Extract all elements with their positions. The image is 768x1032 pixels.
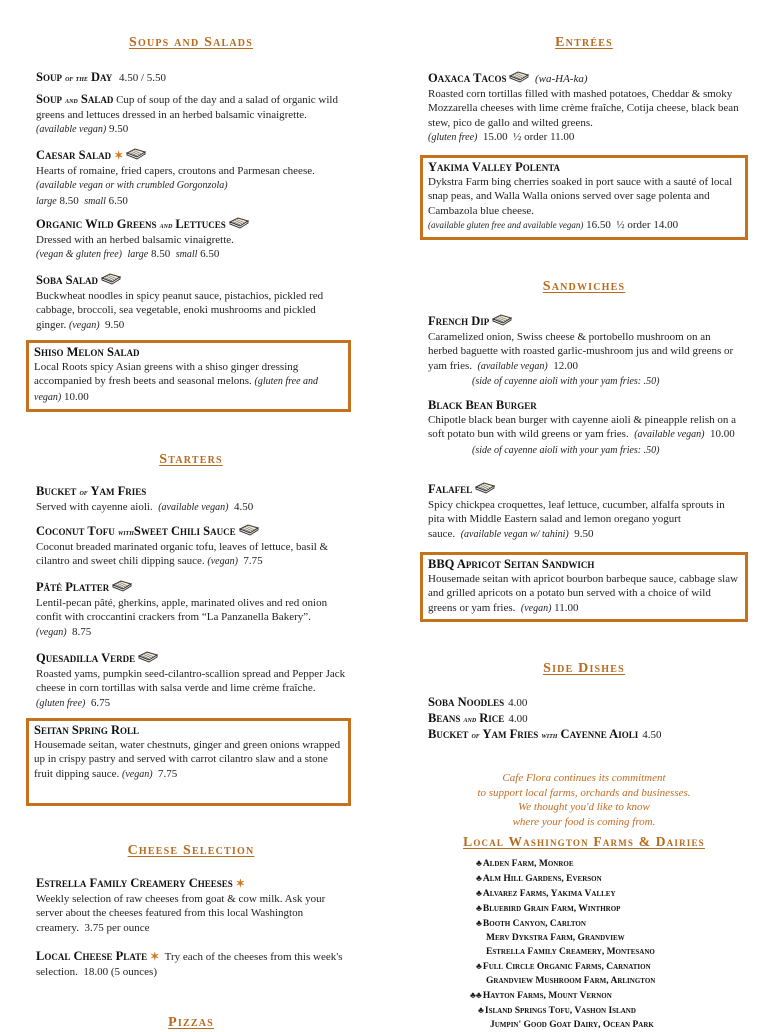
menu-item-organic-wild-greens: Organic Wild Greens and Lettuces Dressed with an herbed balsamic vinaigrette. (vegan & gluten free) large 8.50 small 6.50 bbox=[36, 217, 346, 263]
book-icon bbox=[492, 314, 512, 326]
menu-item-local-cheese-plate: Local Cheese Plate ✶ Try each of the cheeses from this week's selection. 18.00 (5 ounces) bbox=[36, 949, 343, 978]
star-icon: ✶ bbox=[114, 150, 124, 162]
star-icon: ✶ bbox=[150, 951, 160, 963]
menu-item-soup-and-salad: Soup and Salad Cup of soup of the day and a salad of organic wild greens and lettuces dressed in an herbed balsamic vinaigrette. (available vegan) 9.50 bbox=[36, 92, 338, 135]
section-title-cheese-selection: Cheese Selection bbox=[127, 843, 255, 858]
clover-icon: ♣ bbox=[476, 961, 482, 971]
menu-item-black-bean-burger: Black Bean Burger Chipotle black bean burger with cayenne aioli & pineapple relish on a soft potato bun with wild greens or yam fries. (available vegan) 10.00 (side of cayenne aioli with your yam fries: .50) bbox=[428, 398, 737, 456]
menu-item-soup-of-the-day: Soup of the Day 4.50 / 5.50 bbox=[36, 70, 167, 84]
commitment-note: Cafe Flora continues its commitment to support local farms, orchards and businesses. We thought you'd like to know where your food is coming from. bbox=[477, 772, 691, 828]
menu-item-beans-and-rice: Beans and Rice 4.00 bbox=[428, 711, 528, 725]
book-icon bbox=[239, 524, 259, 536]
section-title-local-farms: Local Washington Farms & Dairies bbox=[463, 834, 705, 849]
book-icon bbox=[112, 580, 132, 592]
featured-box-yakima-valley-polenta: Yakima Valley Polenta Dykstra Farm bing cherries soaked in port sauce with a sauté of local snap peas, and Walla Walla onions served over sage polenta and Cambazola blue cheese. (available gluten free and available vegan) 16.50 ½ order 14.00 bbox=[420, 155, 748, 240]
menu-item-falafel: Falafel Spicy chickpea croquettes, leaf lettuce, cucumber, alfalfa sprouts in pita with Middle Eastern salad and lemon oregano yogurt sauce. (available vegan w/ tahini) 9.50 bbox=[428, 482, 725, 540]
list-item: ♣♣Hayton Farms, Mount Vernon bbox=[470, 990, 612, 1001]
menu-item-quesadilla-verde: Quesadilla Verde Roasted yams, pumpkin seed-cilantro-scallion spread and Pepper Jack cheese in corn tortillas with salsa verde and lime crème fraîche. (gluten free) 6.75 bbox=[36, 651, 346, 709]
clover-icon: ♣ bbox=[476, 858, 482, 868]
clover-icon: ♣♣ bbox=[470, 990, 482, 1000]
list-item: Jumpin' Good Goat Dairy, Ocean Park bbox=[490, 1020, 654, 1030]
menu-item-french-dip: French Dip Caramelized onion, Swiss cheese & portobello mushroom on an herbed baguette with roasted garlic-mushroom jus and wild greens or yam fries. (available vegan) 12.00 (side of cayenne aioli with your yam fries: .50) bbox=[428, 314, 734, 387]
clover-icon: ♣ bbox=[476, 918, 482, 928]
clover-icon: ♣ bbox=[478, 1005, 484, 1015]
featured-box-seitan-spring-roll: Seitan Spring Roll Housemade seitan, water chestnuts, ginger and green onions wrapped up in crispy pastry and served with carrot cilantro slaw and a stone fruit dipping sauce. (vegan) 7.75 bbox=[26, 718, 351, 806]
section-title-soups-salads: Soups and Salads bbox=[128, 35, 253, 50]
star-icon: ✶ bbox=[235, 878, 246, 890]
section-title-sandwiches: Sandwiches bbox=[542, 279, 626, 294]
book-icon bbox=[138, 651, 158, 663]
list-item: ♣Alm Hill Gardens, Everson bbox=[476, 873, 602, 884]
menu-item-soba-salad: Soba Salad Buckwheat noodles in spicy peanut sauce, pistachios, pickled red cabbage, broccoli, sea vegetable, enoki mushrooms and pickled ginger. (vegan) 9.50 bbox=[36, 273, 324, 331]
section-title-starters: Starters bbox=[159, 452, 223, 467]
section-title-side-dishes: Side Dishes bbox=[543, 661, 625, 676]
book-icon bbox=[475, 482, 495, 494]
book-icon bbox=[126, 148, 146, 160]
section-title-pizzas: Pizzas bbox=[168, 1015, 214, 1030]
list-item: ♣Alvarez Farms, Yakima Valley bbox=[476, 888, 616, 899]
menu-item-pate-platter: Pâté Platter Lentil-pecan pâté, gherkins, apple, marinated olives and red onion confit with croccantini crackers from “La Panzanella Bakery”. (vegan) 8.75 bbox=[36, 580, 328, 638]
list-item: Estrella Family Creamery, Montesano bbox=[486, 947, 655, 957]
list-item: ♣Booth Canyon, Carlton bbox=[476, 918, 586, 929]
section-title-entrees: Entrées bbox=[555, 35, 613, 50]
menu-item-caesar-salad: Caesar Salad ✶ Hearts of romaine, fried capers, croutons and Parmesan cheese. (available vegan or with crumbled Gorgonzola) large 8.50 small 6.50 bbox=[36, 148, 315, 207]
clover-icon: ♣ bbox=[476, 873, 482, 883]
clover-icon: ♣ bbox=[476, 888, 482, 898]
menu-item-oaxaca-tacos: Oaxaca Tacos (wa-HA-ka) Roasted corn tortillas filled with mashed potatoes, Cheddar & smoky Mozzarella cheeses with lime crème fraîche, Cotija cheese, black bean stew, pico de gallo and wilted greens. (gluten free) 15.00 ½ order 11.00 bbox=[428, 71, 739, 143]
featured-box-bbq-apricot-seitan: BBQ Apricot Seitan Sandwich Housemade seitan with apricot bourbon barbeque sauce, cabbage slaw and grilled apricots on a potato bun served with a choice of wild greens or yam fries. (vegan) 11.00 bbox=[420, 552, 748, 622]
list-item: Merv Dykstra Farm, Grandview bbox=[486, 933, 625, 943]
list-item: Grandview Mushroom Farm, Arlington bbox=[486, 976, 656, 986]
book-icon bbox=[509, 71, 529, 83]
book-icon bbox=[101, 273, 121, 285]
featured-box-shiso-melon-salad: Shiso Melon Salad Local Roots spicy Asian greens with a shiso ginger dressing accompanied by fresh beets and seasonal melons. (gluten free and vegan) 10.00 bbox=[26, 340, 351, 412]
list-item: ♣Bluebird Grain Farm, Winthrop bbox=[476, 903, 621, 914]
menu-item-soba-noodles: Soba Noodles 4.00 bbox=[428, 695, 528, 709]
farms-list bbox=[470, 856, 656, 1032]
list-item: ♣Full Circle Organic Farms, Carnation bbox=[476, 961, 651, 972]
list-item: ♣Island Springs Tofu, Vashon Island bbox=[478, 1005, 636, 1016]
menu-item-side-yam-fries: Bucket of Yam Fries with Cayenne Aioli 4.50 bbox=[428, 727, 662, 741]
menu-item-bucket-yam-fries: Bucket of Yam Fries Served with cayenne aioli. (available vegan) 4.50 bbox=[36, 484, 254, 513]
list-item: ♣Alden Farm, Monroe bbox=[476, 858, 574, 869]
book-icon bbox=[229, 217, 249, 229]
menu-item-estrella-cheeses: Estrella Family Creamery Cheeses ✶ Weekly selection of raw cheeses from goat & cow milk. Ask your server about the cheeses featured from this local Washington creamery. 3.75 per ounce bbox=[36, 876, 326, 934]
clover-icon: ♣ bbox=[476, 903, 482, 913]
menu-item-coconut-tofu: Coconut Tofu withSweet Chili Sauce Coconut breaded marinated organic tofu, leaves of lettuce, basil & cilantro and sweet chili dipping sauce. (vegan) 7.75 bbox=[36, 524, 329, 567]
